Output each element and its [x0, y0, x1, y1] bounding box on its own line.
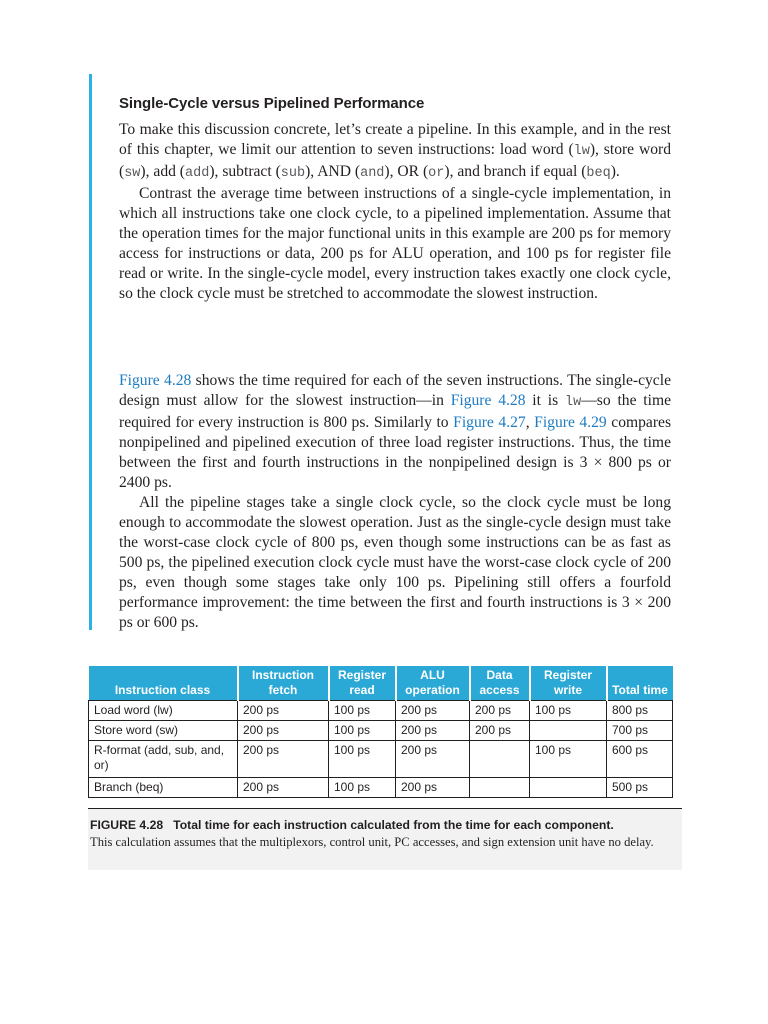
section-heading: Single-Cycle versus Pipelined Performance: [119, 95, 425, 112]
table-cell: 600 ps: [607, 741, 673, 778]
table-cell: 500 ps: [607, 778, 673, 798]
paragraph: [119, 184, 671, 304]
caption-rule: [88, 808, 682, 809]
col-header: Register read: [329, 666, 396, 701]
inline-code: lw: [573, 144, 590, 159]
table-cell: Load word (lw): [89, 701, 238, 721]
table-cell: [470, 741, 530, 778]
figure-link[interactable]: Figure 4.29: [534, 414, 607, 431]
figure-link[interactable]: Figure 4.28: [450, 392, 526, 409]
table-row: [89, 778, 673, 798]
table-cell: 200 ps: [238, 741, 329, 778]
figure-caption: [88, 808, 682, 870]
table-cell: [530, 778, 607, 798]
col-header: Data access: [470, 666, 530, 701]
table-cell: 200 ps: [470, 701, 530, 721]
text-run: All the pipeline stages take a single clock cycle, so the clock cycle must be long enough to accommodate the slowest operation. Just as the single-cycle design must take the worst-case clock cycle of 800 ps, even though some instructions can be as fast as 500 ps, the pipelined execution clock cycle must have the worst-case clock cycle of 200 ps, even though some stages take only 100 ps. Pipelining still offers a fourfold performance improvement: the time between the first and fourth instructions is 3 × 200 ps or 600 ps.: [119, 494, 671, 631]
text-run: it is: [525, 392, 565, 409]
table-cell: 100 ps: [329, 721, 396, 741]
figure-title: Total time for each instruction calculated from the time for each component.: [173, 818, 614, 832]
text-run: ), subtract (: [209, 163, 281, 180]
inline-code: or: [428, 166, 445, 181]
text-run: ), add (: [140, 163, 186, 180]
paragraph: [119, 371, 671, 493]
paragraph: [119, 120, 671, 184]
table-cell: 200 ps: [238, 778, 329, 798]
text-run: ), store word (: [119, 141, 672, 180]
instruction-time-table-wrap: [88, 666, 672, 798]
table-row: [89, 721, 673, 741]
text-run: ), and branch if equal (: [444, 163, 587, 180]
table-cell: 100 ps: [329, 701, 396, 721]
table-cell: 200 ps: [396, 701, 470, 721]
col-header: Instruction class: [89, 666, 238, 701]
caption-text: This calculation assumes that the multiplexors, control unit, PC accesses, and sign extension unit have no delay.: [90, 835, 654, 849]
text-run: compares nonpipelined and pipelined execution of three load register instructions. Thus, the time between the first and fourth instructions in the nonpipelined design is 3 × 800 ps or 2400 ps.: [119, 414, 672, 491]
instruction-time-table: [88, 666, 673, 798]
figure-link[interactable]: Figure 4.28: [119, 372, 192, 389]
table-cell: 100 ps: [329, 778, 396, 798]
paragraph: [119, 493, 671, 633]
col-header: Total time: [607, 666, 673, 701]
table-row: [89, 741, 673, 778]
text-run: —so the time required for every instruction is 800 ps. Similarly to: [119, 392, 672, 431]
text-run: shows the time required for each of the seven instructions. The single-cycle design must allow for the slowest instruction—in: [119, 372, 671, 409]
inline-code: sub: [280, 166, 306, 181]
table-cell: 100 ps: [530, 701, 607, 721]
text-run: ,: [525, 414, 535, 431]
text-run: ).: [610, 163, 620, 180]
inline-code: lw: [564, 395, 582, 410]
body-section-1: [119, 120, 671, 304]
inline-code: sw: [124, 166, 141, 181]
table-cell: Branch (beq): [89, 778, 238, 798]
inline-code: add: [185, 166, 210, 181]
table-cell: 200 ps: [238, 701, 329, 721]
body-section-2: [119, 371, 671, 633]
text-run: ), OR (: [384, 163, 429, 180]
caption-title-line: [90, 818, 614, 832]
col-header: Register write: [530, 666, 607, 701]
table-cell: 200 ps: [238, 721, 329, 741]
table-cell: 200 ps: [470, 721, 530, 741]
table-cell: [530, 721, 607, 741]
figure-number: FIGURE 4.28: [90, 818, 164, 832]
inline-code: and: [360, 166, 385, 181]
inline-code: beq: [586, 166, 611, 181]
table-cell: 100 ps: [530, 741, 607, 778]
table-cell: 700 ps: [607, 721, 673, 741]
sidebar-rule: [89, 74, 92, 630]
text-run: To make this discussion concrete, let’s create a pipeline. In this example, and in the rest of this chapter, we limit our attention to seven instructions: load word (: [119, 121, 671, 158]
col-header: ALU operation: [396, 666, 470, 701]
table-cell: 800 ps: [607, 701, 673, 721]
table-cell: 100 ps: [329, 741, 396, 778]
table-header-row: [89, 666, 673, 701]
text-run: Contrast the average time between instructions of a single-cycle implementation, in which all instructions take one clock cycle, to a pipelined implementation. Assume that the operation times for the major functional units in this example are 200 ps for memory access for instructions or data, 200 ps for ALU operation, and 100 ps for register file read or write. In the single-cycle model, every instruction takes exactly one clock cycle, so the clock cycle must be stretched to accommodate the slowest instruction.: [119, 185, 671, 302]
figure-link[interactable]: Figure 4.27: [453, 414, 526, 431]
table-cell: 200 ps: [396, 778, 470, 798]
text-run: ), AND (: [305, 163, 361, 180]
col-header: Instruction fetch: [238, 666, 329, 701]
table-cell: [470, 778, 530, 798]
table-cell: 200 ps: [396, 741, 470, 778]
table-cell: Store word (sw): [89, 721, 238, 741]
table-cell: 200 ps: [396, 721, 470, 741]
table-row: [89, 701, 673, 721]
table-cell: R-format (add, sub, and, or): [89, 741, 238, 778]
